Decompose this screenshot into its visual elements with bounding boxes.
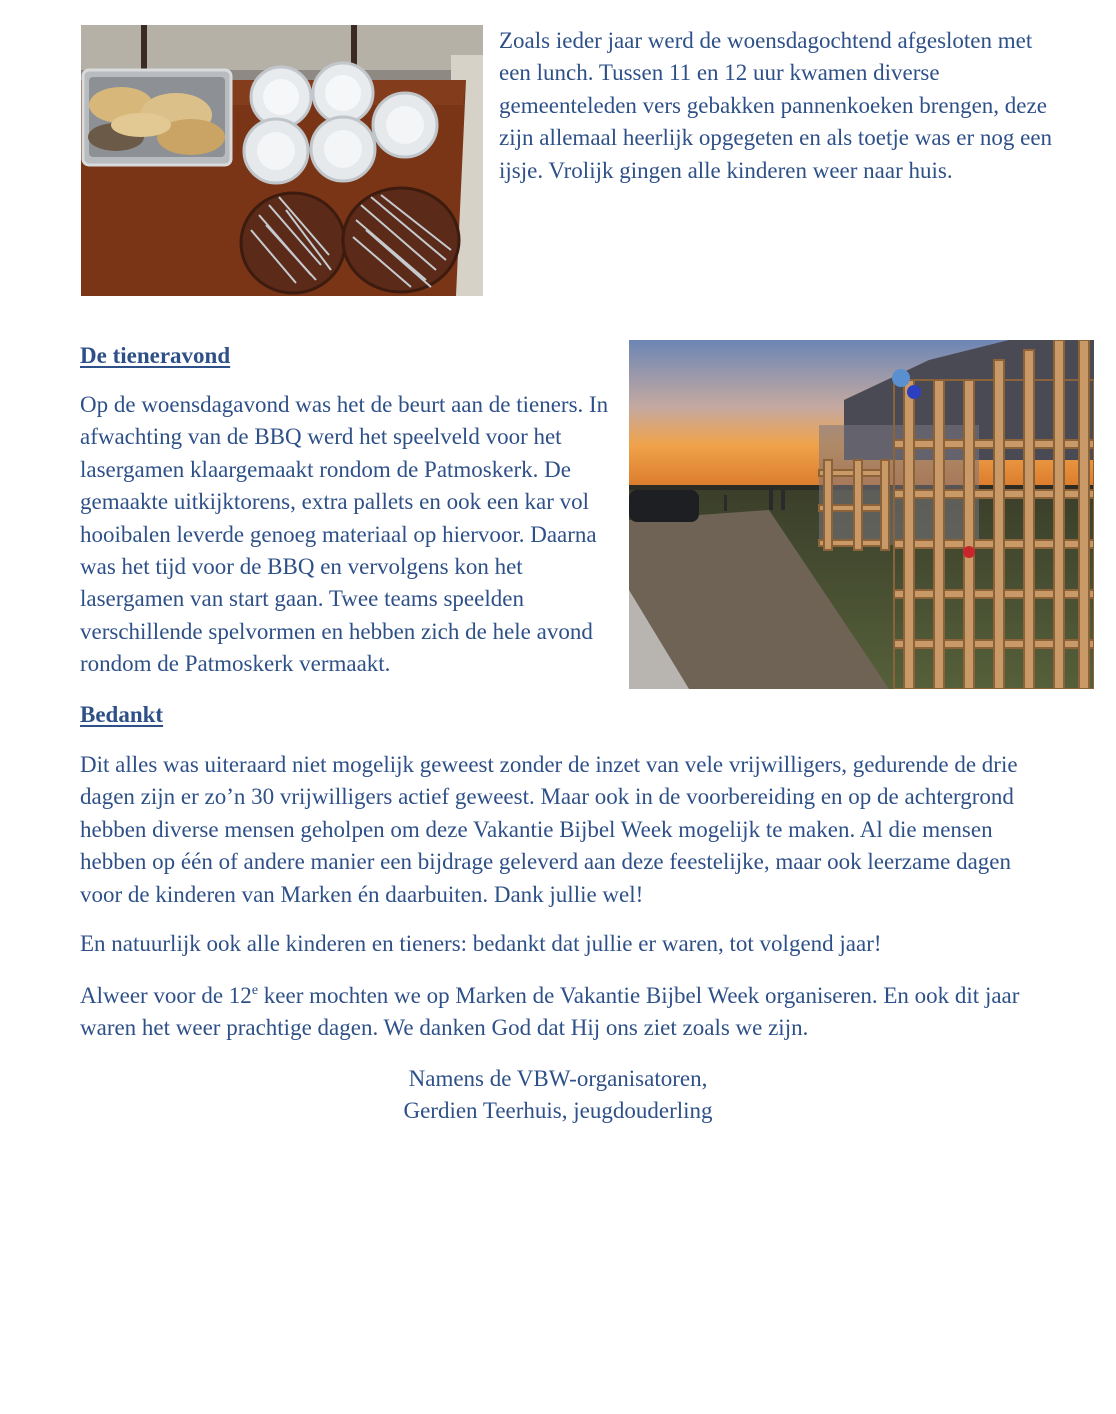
- signature-line-organizers: Namens de VBW-organisatoren,: [408, 1066, 708, 1091]
- ordinal-superscript: e: [251, 983, 259, 998]
- sunset-photo: [629, 340, 1094, 689]
- alweer-text-start: Alweer voor de 12: [80, 983, 252, 1008]
- lunch-paragraph: Zoals ieder jaar werd de woensdagochtend afgesloten met een lunch. Tussen 11 en 12 uur kwamen diverse gemeenteleden vers gebakken pannenkoeken brengen, deze zijn allemaal heerlijk opgegeten en als toetje was er nog een ijsje. Vrolijk gingen alle kinderen weer naar huis.: [499, 28, 1053, 183]
- tieneravond-heading: De tieneravond: [80, 343, 231, 368]
- kinderen-paragraph: En natuurlijk ook alle kinderen en tieners: bedankt dat jullie er waren, tot volgend jaar!: [80, 931, 882, 956]
- tieneravond-paragraph: Op de woensdagavond was het de beurt aan de tieners. In afwachting van de BBQ werd het speelveld voor het lasergamen klaargemaakt rondom de Patmoskerk. De gemaakte uitkijktorens, extra pallets en ook een kar vol hooibalen leverde genoeg materiaal op hiervoor. Daarna was het tijd voor de BBQ en vervolgens kon het lasergamen van start gaan. Twee teams speelden verschillende spelvormen en hebben zich de hele avond rondom de Patmoskerk vermaakt.: [80, 392, 609, 677]
- lunch-photo: [81, 25, 483, 296]
- alweer-paragraph: [80, 980, 1040, 1045]
- alweer-text-end: keer mochten we op Marken de Vakantie Bijbel Week organiseren. En ook dit jaar waren het weer prachtige dagen. We danken God dat Hij ons ziet zoals we zijn.: [80, 983, 1020, 1041]
- signature-line-name: Gerdien Teerhuis, jeugdouderling: [403, 1098, 713, 1123]
- lunch-photo-illustration: [81, 25, 483, 296]
- bedankt-paragraph: Dit alles was uiteraard niet mogelijk geweest zonder de inzet van vele vrijwilligers, gedurende de drie dagen zijn er zo’n 30 vrijwilligers actief geweest. Maar ook in de voorbereiding en op de achtergrond hebben diverse mensen geholpen om deze Vakantie Bijbel Week mogelijk te maken. Al die mensen hebben op één of andere manier een bijdrage geleverd aan deze feestelijke, maar ook leerzame dagen voor de kinderen van Marken én daarbuiten. Dank jullie wel!: [80, 752, 1018, 907]
- bedankt-heading: Bedankt: [80, 702, 164, 727]
- signature-block: [0, 1063, 1116, 1127]
- sunset-photo-illustration: [629, 340, 1094, 689]
